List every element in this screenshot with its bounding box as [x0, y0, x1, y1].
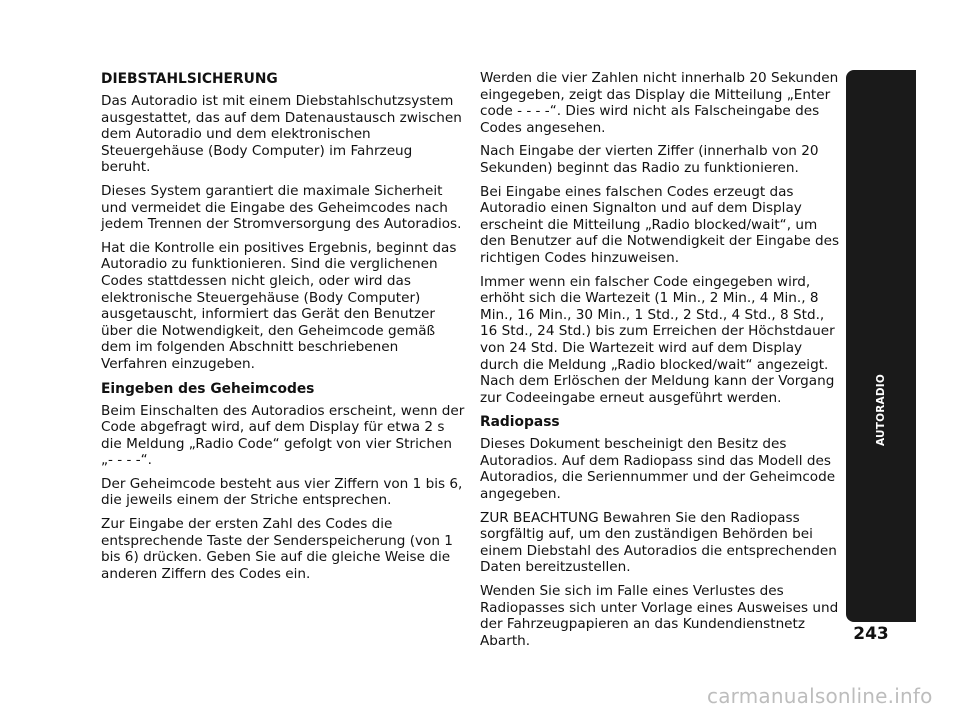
wait-time-paragraph: Immer wenn ein falscher Code eingegeben wird, erhöht sich die Wartezeit (1 Min., 2 Min., 4 Min., 8 Min., 16 Min., 30 Min., 1 Std., 2 Std., 4 Std., 8 Std., 16 Std., 24 Std.) bis zum Erreichen der Höchstdauer von 24 Std. Die Wartezeit wird auf dem Display durch die Meldung „Radio blocked/wait“ angezeigt. Nach dem Erlöschen der Meldung kann der Vorgang zur Codeeingabe erneut ausgeführt werden. — [480, 273, 835, 406]
section-side-tab — [846, 70, 916, 622]
security-paragraph: Dieses System garantiert die maximale Sicherheit und vermeidet die Eingabe des Geheimcodes nach jedem Trennen der Stromversorgung des Autoradios. — [101, 182, 462, 233]
note-paragraph: ZUR BEACHTUNG Bewahren Sie den Radiopass sorgfältig auf, um den zuständigen Behörden bei einem Diebstahl des Autoradios die entsprechenden Daten bereitzustellen. — [480, 509, 837, 576]
section-heading: DIEBSTAHLSICHERUNG — [101, 71, 278, 87]
watermark: carmanualsonline.info — [707, 684, 933, 708]
left-column — [101, 70, 466, 589]
radio-code-paragraph: Beim Einschalten des Autoradios erscheint, wenn der Code abgefragt wird, auf dem Display für etwa 2 s die Meldung „Radio Code“ gefolgt von vier Strichen „- - - -“. — [101, 402, 465, 469]
page-number: 243 — [853, 624, 889, 644]
control-paragraph: Hat die Kontrolle ein positives Ergebnis, beginnt das Autoradio zu funktionieren. Sind die verglichenen Codes stattdessen nicht gleich, oder wird das elektronische Steuergehäuse (Body Computer) ausgetauscht, informiert das Gerät den Benutzer über die Notwendigkeit, den Geheimcode gemäß dem im folgenden Abschnitt beschriebenen Verfahren einzugeben. — [101, 239, 457, 372]
code-digits-paragraph: Der Geheimcode besteht aus vier Ziffern von 1 bis 6, die jeweils einem der Striche entsprechen. — [101, 475, 463, 509]
side-tab-label: AUTORADIO — [875, 374, 888, 446]
radiopass-heading: Radiopass — [480, 414, 560, 431]
radiopass-paragraph: Dieses Dokument bescheinigt den Besitz des Autoradios. Auf dem Radiopass sind das Modell des Autoradios, die Seriennummer und der Geheimcode angegeben. — [480, 436, 836, 503]
right-column — [480, 70, 842, 656]
fourth-digit-paragraph: Nach Eingabe der vierten Ziffer (innerhalb von 20 Sekunden) beginnt das Radio zu funktionieren. — [480, 143, 819, 176]
subsection-heading: Eingeben des Geheimcodes — [101, 380, 315, 397]
loss-paragraph: Wenden Sie sich im Falle eines Verlustes des Radiopasses sich unter Vorlage eines Ausweises und der Fahrzeugpapieren an das Kundendienstnetz Abarth. — [480, 583, 839, 649]
side-tab-label-wrap — [868, 370, 894, 450]
intro-paragraph: Das Autoradio ist mit einem Diebstahlschutzsystem ausgestattet, das auf dem Datenaustausch zwischen dem Autoradio und dem elektronischen Steuergehäuse (Body Computer) im Fahrzeug beruht. — [101, 93, 462, 176]
wrong-code-paragraph: Bei Eingabe eines falschen Codes erzeugt das Autoradio einen Signalton und auf dem Display erscheint die Mitteilung „Radio blocked/wait“, um den Benutzer auf die Notwendigkeit der Eingabe des richtigen Codes hinzuweisen. — [480, 183, 840, 266]
timeout-paragraph: Werden die vier Zahlen nicht innerhalb 20 Sekunden eingegeben, zeigt das Display die Mitteilung „Enter code - - - -“. Dies wird nicht als Falscheingabe des Codes angesehen. — [480, 70, 839, 136]
code-entry-paragraph: Zur Eingabe der ersten Zahl des Codes die entsprechende Taste der Senderspeicherung (von 1 bis 6) drücken. Geben Sie auf die gleiche Weise die anderen Ziffern des Codes ein. — [101, 516, 453, 582]
